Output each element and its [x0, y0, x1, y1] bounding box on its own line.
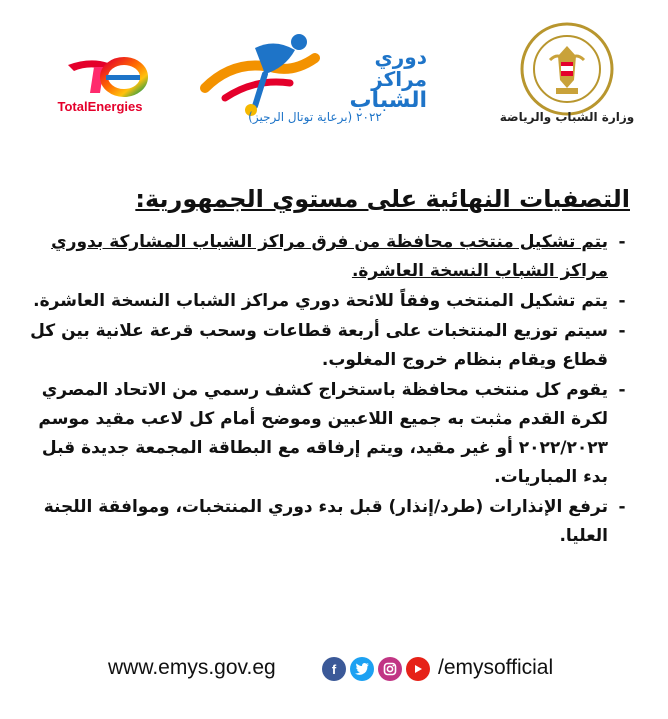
league-title-line-2: مراكز	[371, 67, 427, 91]
list-item	[30, 376, 630, 492]
page-title: التصفيات النهائية على مستوي الجمهورية:	[135, 185, 630, 213]
youth-centers-league-logo	[195, 28, 435, 128]
bullet-dash: -	[618, 321, 626, 341]
list-item	[30, 287, 630, 316]
league-title-line-3: الشباب	[349, 88, 427, 113]
bullet-dash: -	[618, 291, 626, 311]
header	[0, 0, 668, 150]
ministry-seal-icon	[520, 22, 614, 116]
social-icons	[322, 656, 430, 682]
youtube-icon[interactable]	[406, 657, 430, 681]
website-link[interactable]: www.emys.gov.eg	[108, 656, 276, 679]
list-item-text: يتم تشكيل المنتخب وفقاً للائحة دوري مراكز الشباب النسخة العاشرة.	[33, 291, 608, 311]
twitter-icon[interactable]	[350, 657, 374, 681]
totalenergies-wordmark: TotalEnergies	[57, 99, 143, 114]
list-item-text: يقوم كل منتخب محافظة باستخراج كشف رسمي من الاتحاد المصري لكرة القدم مثبت به جميع اللاعبين وموضح أمام كل لاعب مقيد موسم ٢٠٢٢/٢٠٢٣ أو غير مقيد، ويتم إرفاقه مع البطاقة المجمعة جديدة قبل بدء المباريات.	[38, 380, 608, 487]
list-item-text: سيتم توزيع المنتخبات على أربعة قطاعات وسحب قرعة علانية بين كل قطاع ويقام بنظام خروج المغلوب.	[30, 321, 608, 370]
list-item-text: يتم تشكيل منتخب محافظة من فرق مراكز الشباب المشاركة بدوري مراكز الشباب النسخة العاشرة.	[51, 232, 608, 281]
social-handle[interactable]: /emysofficial	[438, 656, 554, 679]
league-title	[317, 46, 427, 112]
rules-list	[30, 228, 630, 551]
league-sponsor-text: ٢٠٢٢ (برعاية توتال الرجيز)	[248, 110, 382, 124]
instagram-icon[interactable]	[378, 657, 402, 681]
list-item	[30, 317, 630, 375]
bullet-dash: -	[618, 380, 626, 400]
announcement-content	[30, 180, 630, 552]
ministry-logo	[492, 22, 642, 132]
list-item	[30, 228, 630, 286]
bullet-dash: -	[618, 232, 626, 252]
league-title-line-1: دوري	[374, 45, 427, 69]
football-player-icon	[195, 28, 335, 118]
totalenergies-logo	[40, 55, 160, 125]
footer	[0, 648, 668, 688]
ministry-name: وزارة الشباب والرياضة	[499, 110, 635, 124]
list-item-text: ترفع الإنذارات (طرد/إنذار) قبل بدء دوري المنتخبات، وموافقة اللجنة العليا.	[43, 497, 608, 546]
bullet-dash: -	[618, 497, 626, 517]
facebook-icon[interactable]: f	[322, 657, 346, 681]
list-item	[30, 493, 630, 551]
totalenergies-mark-icon	[60, 55, 150, 97]
